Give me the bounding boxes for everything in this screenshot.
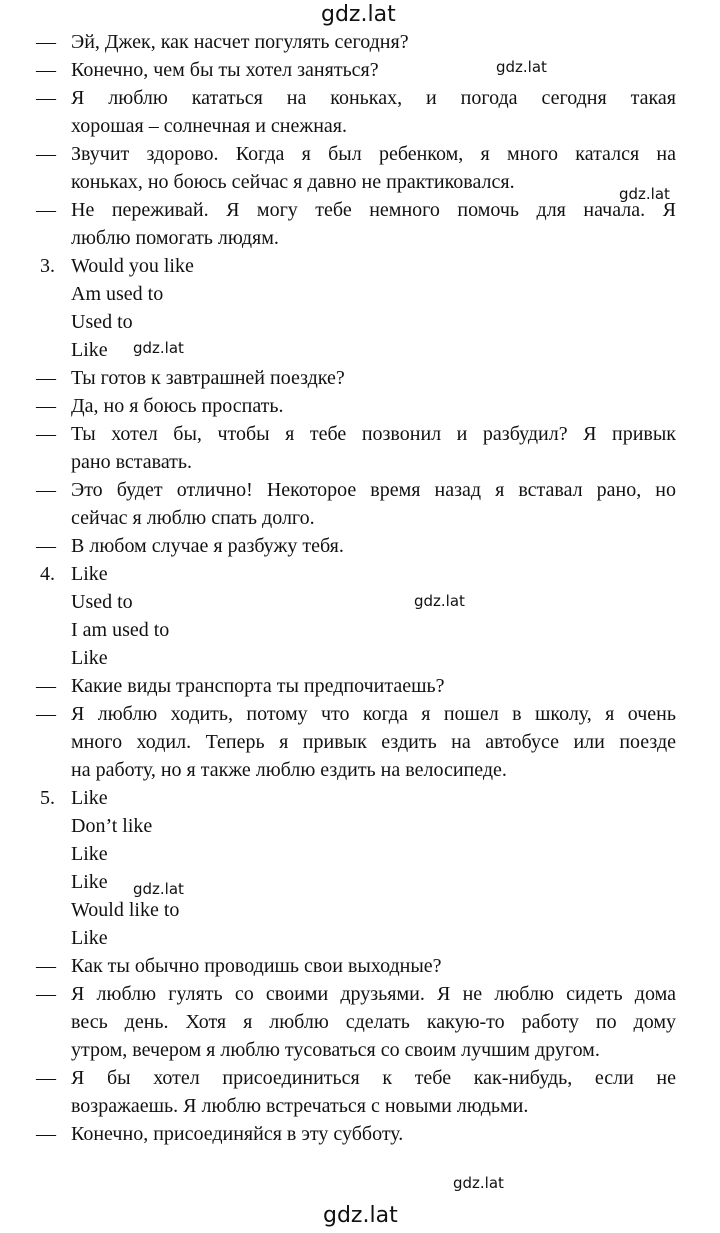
dialogue-line: [36, 532, 676, 560]
dialogue-line: [36, 980, 676, 1008]
answer-line: [36, 840, 676, 868]
watermark: gdz.lat: [414, 592, 465, 610]
dialogue-line-continued: [36, 224, 676, 252]
dialogue-text: Какие виды транспорта ты предпочитаешь?: [71, 675, 445, 697]
answer: Used to: [71, 311, 133, 333]
dialogue-line: [36, 700, 676, 728]
dialogue-text: весь день. Хотя я люблю сделать какую-то работу по дому: [71, 1011, 676, 1033]
dialogue-text: Это будет отлично! Некоторое время назад я вставал рано, но: [71, 479, 676, 501]
dialogue-line-continued: [36, 504, 676, 532]
dialogue-text: Да, но я боюсь проспать.: [71, 395, 284, 417]
dialogue-line: [36, 392, 676, 420]
dialogue-text: Как ты обычно проводишь свои выходные?: [71, 955, 442, 977]
dash: —: [36, 983, 56, 1005]
answer: Don’t like: [71, 815, 153, 837]
dash: —: [36, 1123, 56, 1145]
dash: —: [36, 199, 56, 221]
watermark: gdz.lat: [453, 1174, 504, 1192]
answer: Like: [71, 927, 108, 949]
answer: Like: [71, 871, 108, 893]
dialogue-line-continued: [36, 756, 676, 784]
dialogue-text: Не переживай. Я могу тебе немного помочь для начала. Я: [71, 199, 676, 221]
answer: Like: [71, 563, 108, 585]
dash: —: [36, 955, 56, 977]
answer: Am used to: [71, 283, 164, 305]
dialogue-text: Ты готов к завтрашней поездке?: [71, 367, 345, 389]
dialogue-line: [36, 84, 676, 112]
dialogue-line: [36, 672, 676, 700]
answer: Like: [71, 843, 108, 865]
answer-line: [36, 812, 676, 840]
dash: —: [36, 1067, 56, 1089]
dialogue-text: Я бы хотел присоединиться к тебе как-нибудь, если не: [71, 1067, 676, 1089]
dash: —: [36, 703, 56, 725]
watermark: gdz.lat: [133, 339, 184, 357]
exercise-number: 3.: [40, 255, 55, 277]
dialogue-text: В любом случае я разбужу тебя.: [71, 535, 344, 557]
dialogue-text: Эй, Джек, как насчет погулять сегодня?: [71, 31, 409, 53]
dialogue-line-continued: [36, 168, 676, 196]
dialogue-line-continued: [36, 728, 676, 756]
answer-line: [36, 280, 676, 308]
dialogue-text: много ходил. Теперь я привык ездить на автобусе или поезде: [71, 731, 676, 753]
answer-line: [36, 588, 676, 616]
answer-line: [36, 336, 676, 364]
exercise-number: 4.: [40, 563, 55, 585]
answer: Would like to: [71, 899, 180, 921]
dash: —: [36, 87, 56, 109]
watermark: gdz.lat: [496, 58, 547, 76]
answer: Would you like: [71, 255, 194, 277]
exercise-number: 5.: [40, 787, 55, 809]
watermark: gdz.lat: [619, 185, 670, 203]
dialogue-text: Ты хотел бы, чтобы я тебе позвонил и разбудил? Я привык: [71, 423, 676, 445]
dialogue-line-continued: [36, 448, 676, 476]
dialogue-line: [36, 420, 676, 448]
dialogue-text: Я люблю гулять со своими друзьями. Я не люблю сидеть дома: [71, 983, 676, 1005]
dash: —: [36, 367, 56, 389]
dash: —: [36, 423, 56, 445]
dialogue-text: рано вставать.: [71, 451, 193, 473]
answer: I am used to: [71, 619, 170, 641]
dash: —: [36, 31, 56, 53]
dash: —: [36, 59, 56, 81]
answer: Used to: [71, 591, 133, 613]
dialogue-text: Звучит здорово. Когда я был ребенком, я много катался на: [71, 143, 676, 165]
dialogue-text: Я люблю ходить, потому что когда я пошел в школу, я очень: [71, 703, 676, 725]
exercise-5: [36, 784, 676, 812]
dialogue-line-continued: [36, 1036, 676, 1064]
dash: —: [36, 479, 56, 501]
dialogue-line: [36, 28, 676, 56]
dialogue-line: [36, 952, 676, 980]
dialogue-text: Конечно, присоединяйся в эту субботу.: [71, 1123, 404, 1145]
dash: —: [36, 395, 56, 417]
watermark-bottom: gdz.lat: [323, 1203, 398, 1228]
dash: —: [36, 143, 56, 165]
exercise-4: [36, 560, 676, 588]
dialogue-text: коньках, но боюсь сейчас я давно не практиковался.: [71, 171, 515, 193]
watermark-top: gdz.lat: [321, 2, 396, 27]
answer-line: [36, 308, 676, 336]
dialogue-text: хорошая – солнечная и снежная.: [71, 115, 347, 137]
answer-line: [36, 644, 676, 672]
dash: —: [36, 675, 56, 697]
document-body: [36, 28, 676, 1148]
answer: Like: [71, 787, 108, 809]
dialogue-line: [36, 1064, 676, 1092]
answer-line: [36, 616, 676, 644]
answer: Like: [71, 647, 108, 669]
dialogue-line-continued: [36, 112, 676, 140]
dash: —: [36, 535, 56, 557]
dialogue-line-continued: [36, 1008, 676, 1036]
answer-line: [36, 924, 676, 952]
dialogue-line: [36, 476, 676, 504]
answer-line: [36, 868, 676, 896]
dialogue-text: возражаешь. Я люблю встречаться с новыми людьми.: [71, 1095, 529, 1117]
dialogue-text: на работу, но я также люблю ездить на велосипеде.: [71, 759, 507, 781]
dialogue-line-continued: [36, 1092, 676, 1120]
dialogue-line: [36, 1120, 676, 1148]
dialogue-text: утром, вечером я люблю тусоваться со своим лучшим другом.: [71, 1039, 600, 1061]
dialogue-text: сейчас я люблю спать долго.: [71, 507, 315, 529]
exercise-3: [36, 252, 676, 280]
dialogue-line: [36, 56, 676, 84]
dialogue-line: [36, 140, 676, 168]
dialogue-text: люблю помогать людям.: [71, 227, 279, 249]
answer: Like: [71, 339, 108, 361]
watermark: gdz.lat: [133, 880, 184, 898]
dialogue-line: [36, 196, 676, 224]
dialogue-text: Я люблю кататься на коньках, и погода сегодня такая: [71, 87, 676, 109]
dialogue-line: [36, 364, 676, 392]
answer-line: [36, 896, 676, 924]
dialogue-text: Конечно, чем бы ты хотел заняться?: [71, 59, 379, 81]
